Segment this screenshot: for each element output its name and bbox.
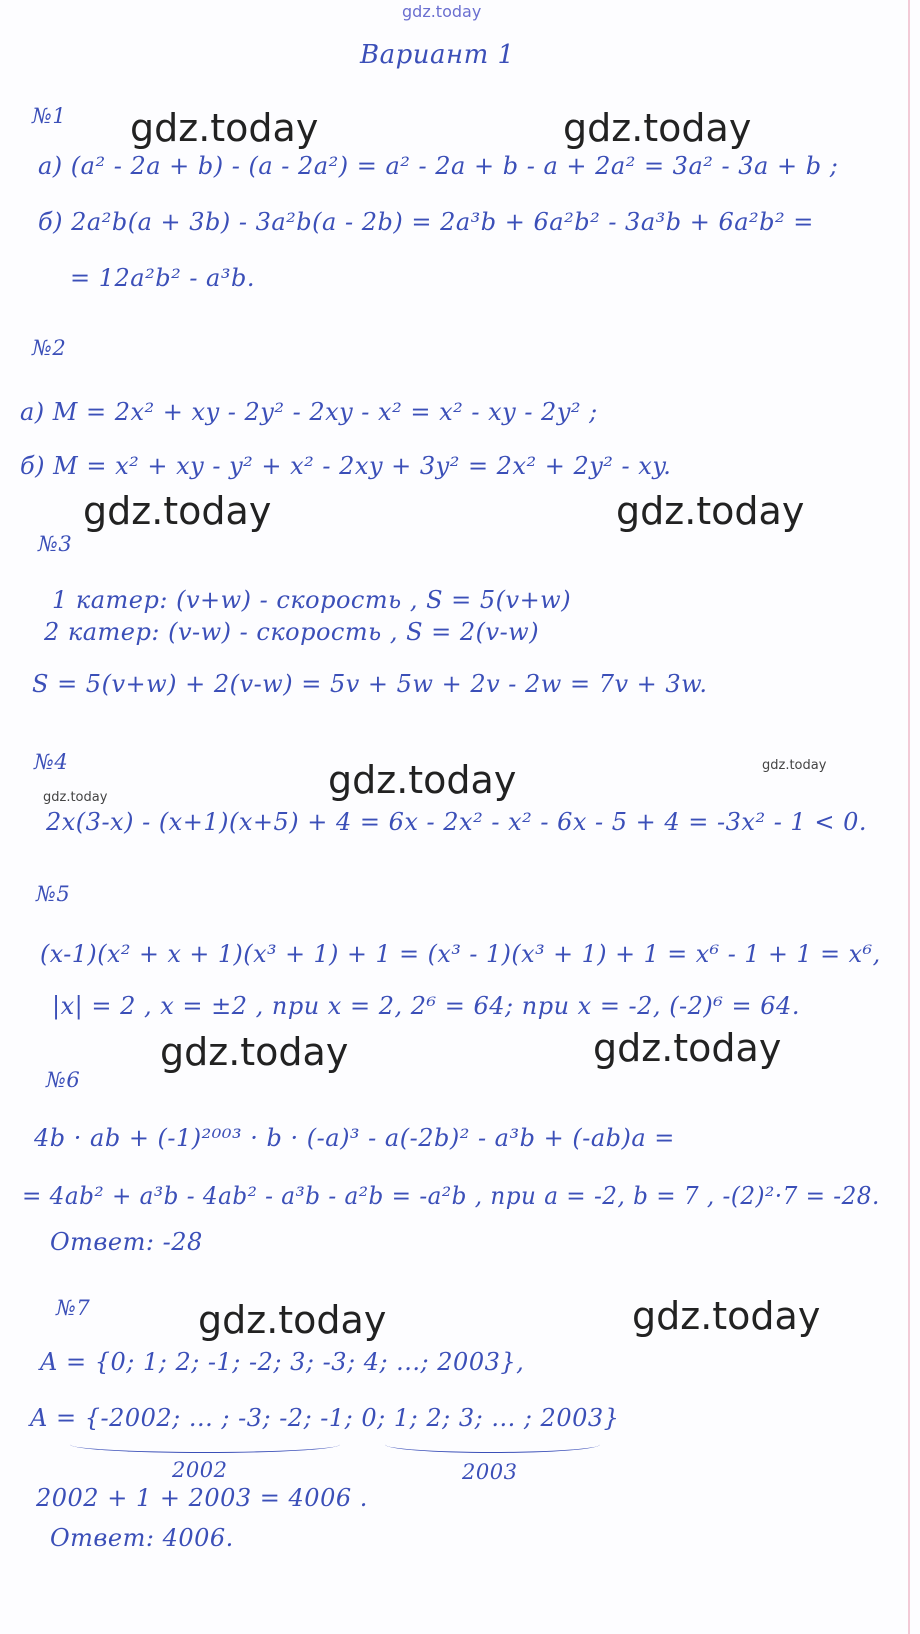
- solution-line: A = {-2002; ... ; -3; -2; -1; 0; 1; 2; 3; ... ; 2003}: [30, 1404, 620, 1432]
- solution-line: а) M = 2x² + xy - 2y² - 2xy - x² = x² - xy - 2y² ;: [20, 398, 598, 426]
- watermark: gdz.today: [83, 489, 272, 533]
- solution-line: 2002 + 1 + 2003 = 4006 .: [36, 1484, 368, 1512]
- solution-line: 4b · ab + (-1)²⁰⁰³ · b · (-a)³ - a(-2b)² - a³b + (-ab)a =: [34, 1124, 675, 1152]
- task-number: №7: [56, 1296, 91, 1320]
- solution-line: A = {0; 1; 2; -1; -2; 3; -3; 4; ...; 2003},: [40, 1348, 525, 1376]
- watermark: gdz.today: [593, 1026, 782, 1070]
- task-number: №1: [32, 104, 67, 128]
- watermark-top: gdz.today: [402, 2, 482, 21]
- task-number: №4: [34, 750, 69, 774]
- watermark: gdz.today: [130, 106, 319, 150]
- watermark: gdz.today: [616, 489, 805, 533]
- watermark: gdz.today: [160, 1030, 349, 1074]
- solution-line: б) 2a²b(a + 3b) - 3a²b(a - 2b) = 2a³b + 6a²b² - 3a³b + 6a²b² =: [38, 208, 814, 236]
- watermark: gdz.today: [632, 1294, 821, 1338]
- solution-line: а) (a² - 2a + b) - (a - 2a²) = a² - 2a + b - a + 2a² = 3a² - 3a + b ;: [38, 152, 839, 180]
- watermark: gdz.today: [328, 758, 517, 802]
- solution-line: 2 катер: (v-w) - скорость , S = 2(v-w): [44, 618, 540, 646]
- solution-line: = 4ab² + a³b - 4ab² - a³b - a²b = -a²b , при a = -2, b = 7 , -(2)²·7 = -28.: [22, 1182, 880, 1210]
- watermark-small: gdz.today: [762, 758, 827, 773]
- brace-label: 2002: [172, 1458, 228, 1482]
- solution-line: 1 катер: (v+w) - скорость , S = 5(v+w): [52, 586, 572, 614]
- solution-line: = 12a²b² - a³b.: [70, 264, 255, 292]
- watermark-small: gdz.today: [43, 790, 108, 805]
- margin-line: [908, 0, 910, 1634]
- solution-line: б) M = x² + xy - y² + x² - 2xy + 3y² = 2x² + 2y² - xy.: [20, 452, 672, 480]
- answer-line: Ответ: 4006.: [50, 1524, 234, 1552]
- watermark: gdz.today: [198, 1298, 387, 1342]
- solution-line: |x| = 2 , x = ±2 , при x = 2, 2⁶ = 64; при x = -2, (-2)⁶ = 64.: [52, 992, 800, 1020]
- solution-line: (x-1)(x² + x + 1)(x³ + 1) + 1 = (x³ - 1)(x³ + 1) + 1 = x⁶ - 1 + 1 = x⁶,: [40, 940, 881, 968]
- task-number: №3: [38, 532, 73, 556]
- task-number: №5: [36, 882, 71, 906]
- solution-line: S = 5(v+w) + 2(v-w) = 5v + 5w + 2v - 2w = 7v + 3w.: [32, 670, 708, 698]
- solution-line: 2x(3-x) - (x+1)(x+5) + 4 = 6x - 2x² - x² - 6x - 5 + 4 = -3x² - 1 < 0.: [46, 808, 867, 836]
- task-number: №6: [46, 1068, 81, 1092]
- brace-label: 2003: [462, 1460, 518, 1484]
- underbrace: [385, 1436, 600, 1453]
- watermark: gdz.today: [563, 106, 752, 150]
- task-number: №2: [32, 336, 67, 360]
- page-title: Вариант 1: [360, 40, 515, 70]
- underbrace: [70, 1436, 340, 1453]
- answer-line: Ответ: -28: [50, 1228, 203, 1256]
